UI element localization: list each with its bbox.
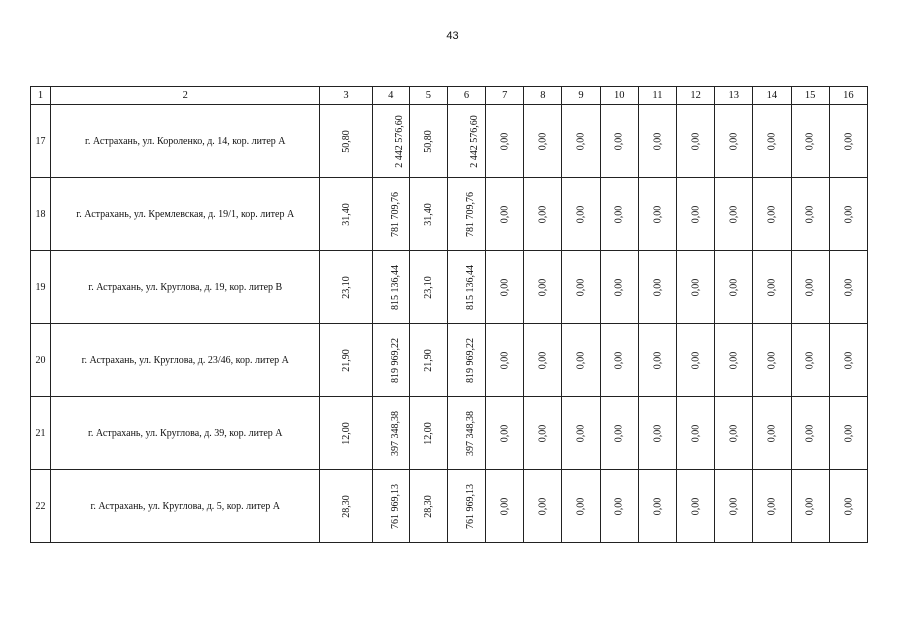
area-cell: [320, 397, 372, 470]
value-cell-text: 0,00: [651, 497, 663, 515]
value-cell: [676, 324, 714, 397]
value-cell-text: 0,00: [690, 424, 702, 442]
value-cell: [562, 105, 600, 178]
column-number-5: 5: [409, 87, 447, 105]
value-cell: [486, 470, 524, 543]
value-cell: [524, 105, 562, 178]
value-cell: [486, 397, 524, 470]
area-cell-text: 50,80: [340, 129, 352, 153]
cost-cell-text: 781 709,76: [464, 191, 476, 237]
column-number-11: 11: [638, 87, 676, 105]
value-cell-text: 0,00: [842, 424, 854, 442]
value-cell-text: 0,00: [575, 424, 587, 442]
value-cell-text: 0,00: [842, 278, 854, 296]
value-cell: [753, 470, 791, 543]
value-cell-text: 0,00: [842, 351, 854, 369]
cost-cell-text: 815 136,44: [389, 264, 401, 310]
value-cell-text: 0,00: [728, 278, 740, 296]
area-cell: [320, 105, 372, 178]
area-cell: [320, 251, 372, 324]
value-cell: [638, 470, 676, 543]
column-number-14: 14: [753, 87, 791, 105]
value-cell-text: 0,00: [690, 278, 702, 296]
area-cell-text: 50,80: [422, 129, 434, 153]
value-cell-text: 0,00: [575, 278, 587, 296]
area-cell-text: 12,00: [422, 421, 434, 445]
value-cell: [715, 470, 753, 543]
row-number: 18: [31, 178, 51, 251]
area-cell-text: 21,90: [340, 348, 352, 372]
area-cell: [409, 251, 447, 324]
area-cell: [409, 470, 447, 543]
data-table: [30, 86, 868, 543]
value-cell-text: 0,00: [537, 351, 549, 369]
cost-cell: [447, 178, 485, 251]
value-cell-text: 0,00: [690, 351, 702, 369]
cost-cell-text: 397 348,38: [464, 410, 476, 456]
value-cell-text: 0,00: [728, 205, 740, 223]
area-cell-text: 31,40: [340, 202, 352, 226]
value-cell-text: 0,00: [728, 351, 740, 369]
value-cell-text: 0,00: [651, 351, 663, 369]
column-number-13: 13: [715, 87, 753, 105]
area-cell-text: 23,10: [422, 275, 434, 299]
value-cell-text: 0,00: [613, 132, 625, 150]
value-cell-text: 0,00: [651, 278, 663, 296]
column-number-4: 4: [372, 87, 409, 105]
value-cell-text: 0,00: [728, 497, 740, 515]
page-number: 43: [446, 30, 459, 42]
value-cell: [524, 470, 562, 543]
value-cell-text: 0,00: [499, 278, 511, 296]
value-cell-text: 0,00: [690, 497, 702, 515]
value-cell: [524, 178, 562, 251]
value-cell: [524, 324, 562, 397]
value-cell-text: 0,00: [575, 132, 587, 150]
value-cell-text: 0,00: [842, 132, 854, 150]
value-cell: [486, 105, 524, 178]
table-row: [31, 397, 868, 470]
cost-cell-text: 397 348,38: [389, 410, 401, 456]
value-cell: [562, 178, 600, 251]
column-number-7: 7: [486, 87, 524, 105]
value-cell: [753, 178, 791, 251]
area-cell: [409, 324, 447, 397]
value-cell-text: 0,00: [499, 205, 511, 223]
value-cell: [486, 324, 524, 397]
value-cell: [676, 105, 714, 178]
row-number: 20: [31, 324, 51, 397]
value-cell-text: 0,00: [766, 132, 778, 150]
value-cell-text: 0,00: [766, 351, 778, 369]
address-cell: г. Астрахань, ул. Круглова, д. 19, кор. литер В: [51, 251, 320, 324]
column-number-10: 10: [600, 87, 638, 105]
value-cell-text: 0,00: [766, 205, 778, 223]
column-number-header-row: [31, 87, 868, 105]
column-number-2: 2: [51, 87, 320, 105]
value-cell-text: 0,00: [651, 132, 663, 150]
table-row: [31, 105, 868, 178]
cost-cell: [447, 105, 485, 178]
column-number-15: 15: [791, 87, 829, 105]
value-cell: [791, 178, 829, 251]
area-cell-text: 21,90: [422, 348, 434, 372]
value-cell-text: 0,00: [804, 132, 816, 150]
cost-cell-text: 815 136,44: [464, 264, 476, 310]
value-cell-text: 0,00: [537, 424, 549, 442]
value-cell-text: 0,00: [804, 205, 816, 223]
value-cell-text: 0,00: [499, 351, 511, 369]
value-cell-text: 0,00: [804, 278, 816, 296]
cost-cell: [372, 178, 409, 251]
row-number: 19: [31, 251, 51, 324]
area-cell-text: 23,10: [340, 275, 352, 299]
cost-cell-text: 2 442 576,60: [468, 114, 480, 168]
value-cell: [524, 251, 562, 324]
table-row: [31, 178, 868, 251]
value-cell: [638, 324, 676, 397]
value-cell: [600, 251, 638, 324]
value-cell: [753, 324, 791, 397]
value-cell: [600, 178, 638, 251]
area-cell-text: 31,40: [422, 202, 434, 226]
cost-cell: [447, 324, 485, 397]
cost-cell-text: 761 969,13: [389, 483, 401, 529]
value-cell-text: 0,00: [842, 497, 854, 515]
value-cell: [715, 105, 753, 178]
cost-cell-text: 2 442 576,60: [393, 114, 405, 168]
cost-cell: [372, 470, 409, 543]
table-row: [31, 251, 868, 324]
value-cell-text: 0,00: [499, 424, 511, 442]
area-cell-text: 28,30: [340, 494, 352, 518]
area-cell: [320, 324, 372, 397]
value-cell-text: 0,00: [575, 497, 587, 515]
value-cell: [600, 397, 638, 470]
value-cell-text: 0,00: [499, 497, 511, 515]
value-cell: [600, 324, 638, 397]
area-cell: [409, 397, 447, 470]
value-cell: [829, 105, 867, 178]
value-cell-text: 0,00: [690, 205, 702, 223]
value-cell: [638, 105, 676, 178]
value-cell-text: 0,00: [766, 278, 778, 296]
value-cell: [562, 397, 600, 470]
value-cell: [791, 251, 829, 324]
column-number-3: 3: [320, 87, 372, 105]
value-cell-text: 0,00: [613, 351, 625, 369]
value-cell-text: 0,00: [804, 351, 816, 369]
value-cell-text: 0,00: [728, 132, 740, 150]
value-cell-text: 0,00: [613, 497, 625, 515]
row-number: 22: [31, 470, 51, 543]
value-cell: [715, 324, 753, 397]
value-cell: [676, 251, 714, 324]
value-cell-text: 0,00: [575, 351, 587, 369]
value-cell: [829, 470, 867, 543]
column-number-6: 6: [447, 87, 485, 105]
value-cell: [524, 397, 562, 470]
cost-cell: [447, 251, 485, 324]
cost-cell: [372, 105, 409, 178]
value-cell: [829, 178, 867, 251]
value-cell-text: 0,00: [537, 205, 549, 223]
value-cell: [829, 251, 867, 324]
area-cell-text: 28,30: [422, 494, 434, 518]
value-cell: [638, 251, 676, 324]
cost-cell-text: 761 969,13: [464, 483, 476, 529]
value-cell: [791, 324, 829, 397]
value-cell: [562, 324, 600, 397]
value-cell-text: 0,00: [766, 497, 778, 515]
value-cell: [791, 105, 829, 178]
value-cell-text: 0,00: [537, 497, 549, 515]
value-cell: [486, 178, 524, 251]
address-cell: г. Астрахань, ул. Круглова, д. 39, кор. литер А: [51, 397, 320, 470]
area-cell: [409, 178, 447, 251]
value-cell: [600, 105, 638, 178]
area-cell-text: 12,00: [340, 421, 352, 445]
value-cell: [791, 470, 829, 543]
column-number-1: 1: [31, 87, 51, 105]
value-cell: [753, 105, 791, 178]
value-cell: [676, 178, 714, 251]
address-cell: г. Астрахань, ул. Кремлевская, д. 19/1, кор. литер А: [51, 178, 320, 251]
cost-cell-text: 819 969,22: [389, 337, 401, 383]
cost-cell: [372, 251, 409, 324]
cost-cell-text: 781 709,76: [389, 191, 401, 237]
value-cell-text: 0,00: [766, 424, 778, 442]
value-cell-text: 0,00: [690, 132, 702, 150]
table-row: [31, 324, 868, 397]
column-number-9: 9: [562, 87, 600, 105]
value-cell-text: 0,00: [842, 205, 854, 223]
value-cell-text: 0,00: [575, 205, 587, 223]
value-cell-text: 0,00: [613, 424, 625, 442]
column-number-8: 8: [524, 87, 562, 105]
value-cell: [638, 397, 676, 470]
value-cell: [676, 470, 714, 543]
address-cell: г. Астрахань, ул. Круглова, д. 5, кор. литер А: [51, 470, 320, 543]
cost-cell-text: 819 969,22: [464, 337, 476, 383]
value-cell-text: 0,00: [804, 497, 816, 515]
value-cell: [791, 397, 829, 470]
value-cell: [562, 251, 600, 324]
cost-cell: [447, 470, 485, 543]
address-cell: г. Астрахань, ул. Короленко, д. 14, кор. литер А: [51, 105, 320, 178]
value-cell-text: 0,00: [804, 424, 816, 442]
column-number-16: 16: [829, 87, 867, 105]
value-cell-text: 0,00: [651, 424, 663, 442]
address-cell: г. Астрахань, ул. Круглова, д. 23/46, кор. литер А: [51, 324, 320, 397]
value-cell: [600, 470, 638, 543]
row-number: 21: [31, 397, 51, 470]
area-cell: [320, 470, 372, 543]
cost-cell: [447, 397, 485, 470]
value-cell: [715, 397, 753, 470]
value-cell-text: 0,00: [651, 205, 663, 223]
cost-cell: [372, 324, 409, 397]
value-cell: [638, 178, 676, 251]
value-cell-text: 0,00: [613, 278, 625, 296]
value-cell-text: 0,00: [537, 278, 549, 296]
column-number-12: 12: [676, 87, 714, 105]
value-cell-text: 0,00: [613, 205, 625, 223]
table-row: [31, 470, 868, 543]
area-cell: [320, 178, 372, 251]
value-cell-text: 0,00: [728, 424, 740, 442]
value-cell: [676, 397, 714, 470]
value-cell: [753, 397, 791, 470]
value-cell: [715, 178, 753, 251]
value-cell-text: 0,00: [499, 132, 511, 150]
value-cell-text: 0,00: [537, 132, 549, 150]
value-cell: [715, 251, 753, 324]
value-cell: [829, 324, 867, 397]
value-cell: [486, 251, 524, 324]
value-cell: [753, 251, 791, 324]
row-number: 17: [31, 105, 51, 178]
area-cell: [409, 105, 447, 178]
cost-cell: [372, 397, 409, 470]
value-cell: [562, 470, 600, 543]
value-cell: [829, 397, 867, 470]
